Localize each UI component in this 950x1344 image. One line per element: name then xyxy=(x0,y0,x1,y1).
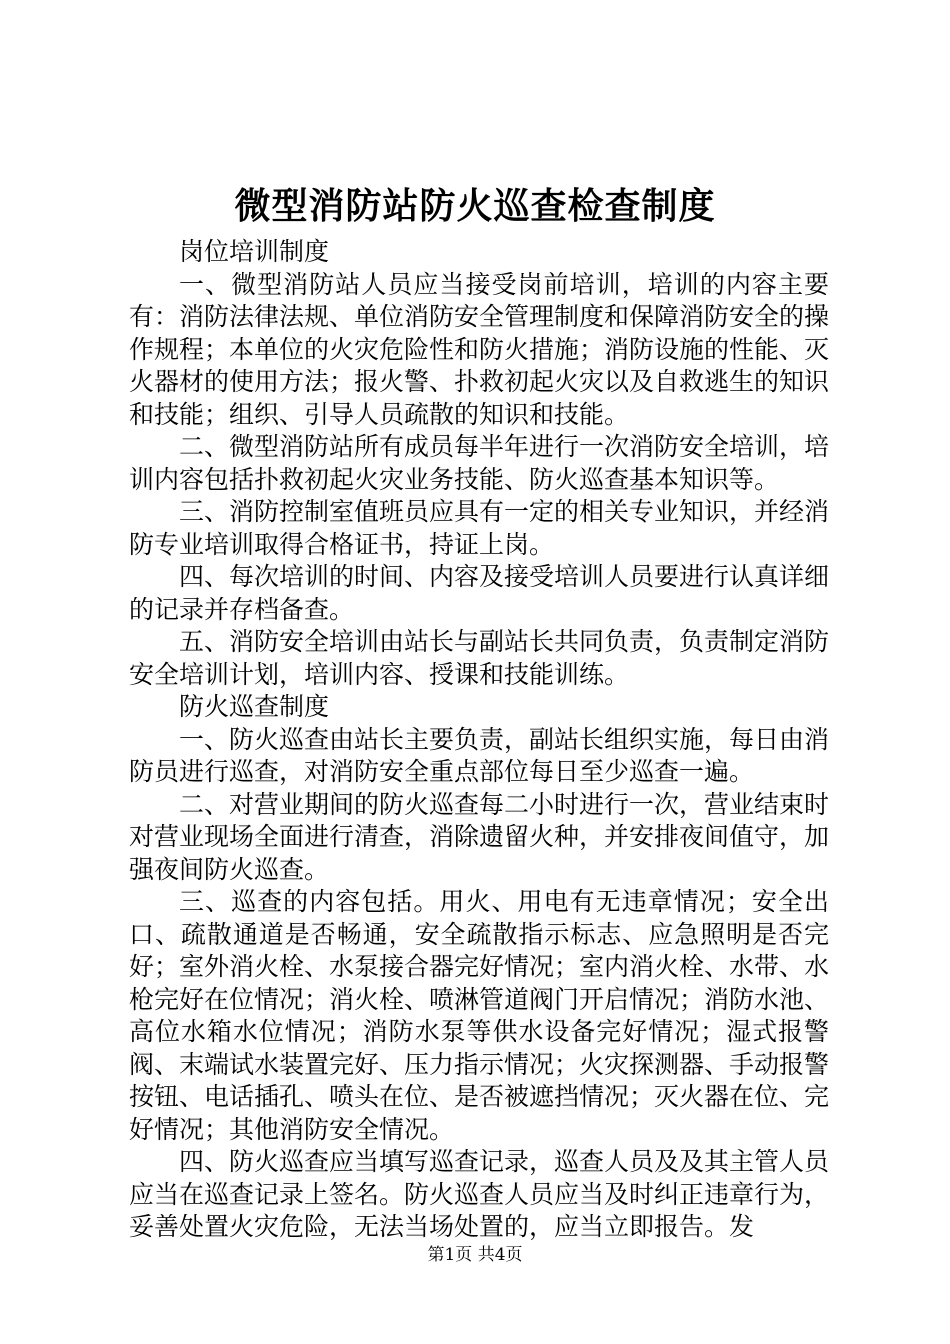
training-paragraph-3: 三、消防控制室值班员应具有一定的相关专业知识，并经消防专业培训取得合格证书，持证上岗。 xyxy=(129,497,830,559)
patrol-paragraph-2: 二、对营业期间的防火巡查每二小时进行一次，营业结束时对营业现场全面进行清查，消除遗留火种，并安排夜间值守，加强夜间防火巡查。 xyxy=(129,789,830,884)
training-paragraph-1: 一、微型消防站人员应当接受岗前培训，培训的内容主要有：消防法律法规、单位消防安全管理制度和保障消防安全的操作规程；本单位的火灾危险性和防火措施；消防设施的性能、灭火器材的使用方法；报火警、扑救初起火灾以及自救逃生的知识和技能；组织、引导人员疏散的知识和技能。 xyxy=(129,269,830,429)
training-paragraph-4: 四、每次培训的时间、内容及接受培训人员要进行认真详细的记录并存档备查。 xyxy=(129,562,830,624)
patrol-paragraph-4: 四、防火巡查应当填写巡查记录，巡查人员及及其主管人员应当在巡查记录上签名。防火巡查人员应当及时纠正违章行为，妥善处置火灾危险，无法当场处置的，应当立即报告。发 xyxy=(129,1147,830,1241)
page-footer: 第1页 共4页 xyxy=(427,1245,523,1265)
section-heading-patrol: 防火巡查制度 xyxy=(179,692,330,721)
patrol-paragraph-1: 一、防火巡查由站长主要负责，副站长组织实施，每日由消防员进行巡查，对消防安全重点部位每日至少巡查一遍。 xyxy=(129,724,830,786)
training-paragraph-5: 五、消防安全培训由站长与副站长共同负责，负责制定消防安全培训计划，培训内容、授课和技能训练。 xyxy=(129,627,830,689)
training-paragraph-2: 二、微型消防站所有成员每半年进行一次消防安全培训，培训内容包括扑救初起火灾业务技能、防火巡查基本知识等。 xyxy=(129,432,830,494)
patrol-paragraph-3: 三、巡查的内容包括。用火、用电有无违章情况；安全出口、疏散通道是否畅通，安全疏散指示标志、应急照明是否完好；室外消火栓、水泵接合器完好情况；室内消火栓、水带、水枪完好在位情况；消火栓、喷淋管道阀门开启情况；消防水池、高位水箱水位情况；消防水泵等供水设备完好情况；湿式报警阀、末端试水装置完好、压力指示情况；火灾探测器、手动报警按钮、电话插孔、喷头在位、是否被遮挡情况；灭火器在位、完好情况；其他消防安全情况。 xyxy=(129,887,830,1144)
section-heading-training: 岗位培训制度 xyxy=(179,237,330,266)
document-title: 微型消防站防火巡查检查制度 xyxy=(234,186,716,227)
document-body xyxy=(129,236,829,1244)
